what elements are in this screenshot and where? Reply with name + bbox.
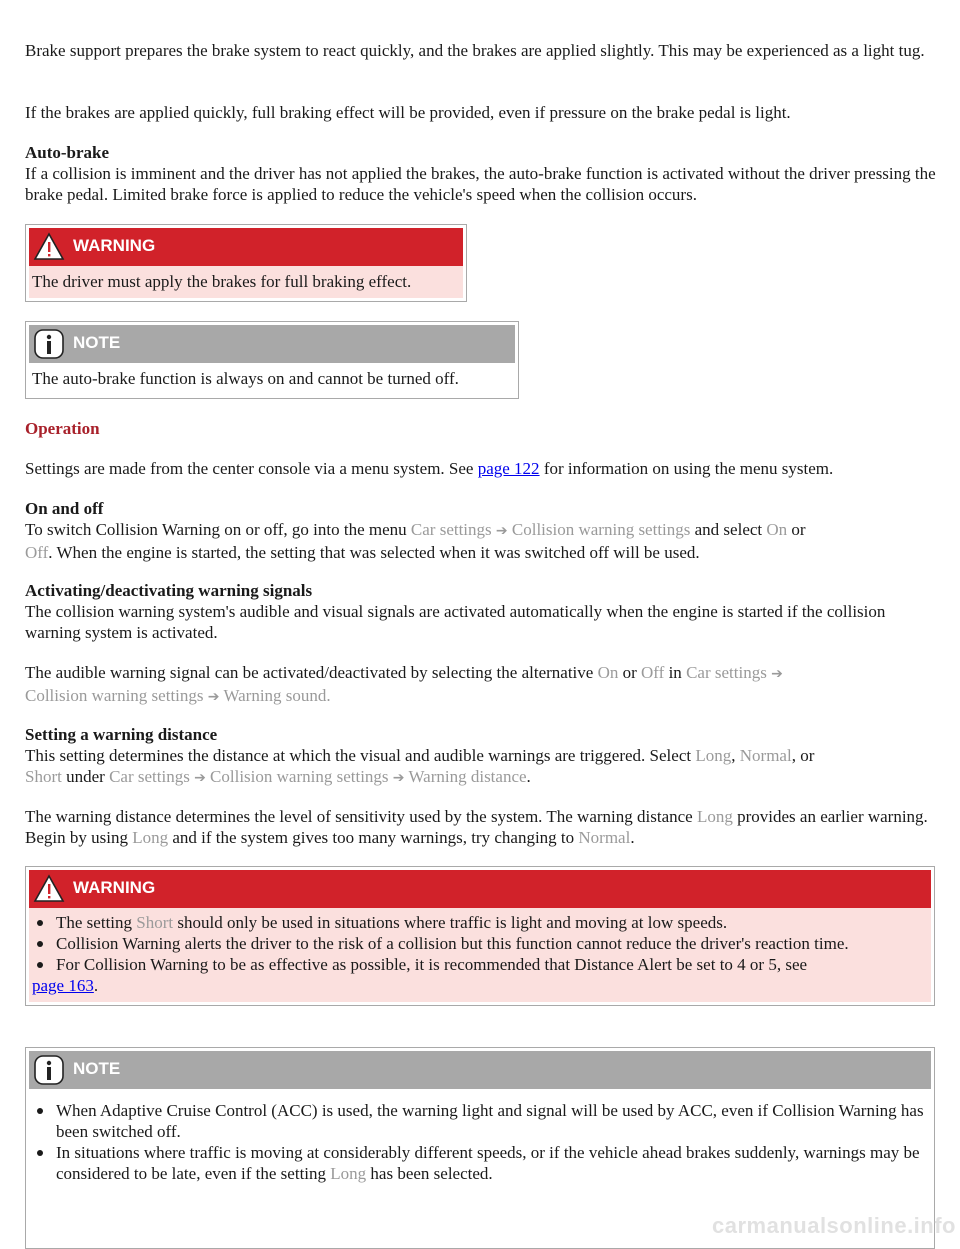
note-label: NOTE: [73, 333, 121, 352]
signals-heading: Activating/deactivating warning signals: [25, 581, 313, 600]
info-icon: [33, 1054, 65, 1086]
warning-triangle-icon: [33, 873, 65, 905]
warning-item-1-b: should only be used in situations where traffic is light and moving at low speeds.: [173, 913, 728, 932]
menu-collision-warning-settings: Collision warning settings: [511, 520, 691, 539]
signals-text: The collision warning system's audible and visual signals are activated automatically when the engine is started if the collision warning system is activated.: [25, 602, 886, 642]
warning-label: WARNING: [73, 878, 156, 897]
warning-item-3-b: .: [93, 976, 99, 995]
signals-text-2: or: [618, 663, 642, 682]
list-item: [32, 1142, 928, 1184]
signals-text-1: The audible warning signal can be activated/deactivated by selecting the alternative: [25, 663, 598, 682]
menu-collision-warning-settings: Collision warning settings: [210, 767, 389, 786]
menu-car-settings: Car settings: [410, 520, 492, 539]
warning-triangle-icon: [33, 231, 65, 263]
menu-car-settings: Car settings: [109, 767, 190, 786]
note-body: The auto-brake function is always on and cannot be turned off.: [32, 369, 459, 388]
note-item-2-a: In situations where traffic is moving at considerably different speeds, or if the vehicle ahead brakes suddenly, warnings may be considered to be late, even if the setting: [56, 1143, 920, 1183]
menu-warning-distance: Warning distance: [408, 767, 527, 786]
warning-item-3-a: For Collision Warning to be as effective as possible, it is recommended that Distance Alert be set to 4 or 5, see: [56, 955, 808, 974]
note-header: [29, 325, 515, 363]
warning-body: The driver must apply the brakes for full braking effect.: [29, 266, 463, 298]
on-off-text-4: . When the engine is started, the setting that was selected when it was switched off will be used.: [48, 543, 700, 562]
distance-heading: Setting a warning distance: [25, 725, 218, 744]
note-header: [29, 1051, 931, 1089]
note-item-1: When Adaptive Cruise Control (ACC) is used, the warning light and signal will be used by ACC, even if Collision Warning has been switched off.: [56, 1101, 924, 1141]
menu-on: On: [597, 663, 619, 682]
distance-section: [25, 724, 937, 789]
operation-text-a: Settings are made from the center console via a menu system. See: [25, 459, 478, 478]
warning-list: [32, 912, 928, 996]
menu-on: On: [766, 520, 788, 539]
arrow-right-icon: ➔: [771, 666, 783, 682]
note-body: [29, 1089, 931, 1190]
info-icon: [33, 328, 65, 360]
on-off-heading: On and off: [25, 499, 104, 518]
distance-sensitivity-text: [25, 806, 937, 848]
warning-header: [29, 870, 931, 908]
arrow-right-icon: ➔: [495, 523, 508, 539]
menu-normal: Normal: [739, 746, 792, 765]
page-163-link[interactable]: page 163: [32, 976, 94, 995]
note-item-2-b: has been selected.: [366, 1164, 493, 1183]
list-item: [32, 954, 928, 996]
auto-brake-text: If a collision is imminent and the driver has not applied the brakes, the auto-brake function is activated without the driver pressing the brake pedal. Limited brake force is applied to reduce the vehicle's speed when the collision occurs.: [25, 164, 936, 204]
menu-long: Long: [132, 828, 169, 847]
menu-long: Long: [696, 807, 733, 826]
note-label: NOTE: [73, 1059, 121, 1078]
sensitivity-text-3: and if the system gives too many warnings, try changing to: [168, 828, 579, 847]
on-off-section: [25, 498, 937, 563]
operation-heading: Operation: [25, 419, 100, 438]
intro-paragraph-1: Brake support prepares the brake system to react quickly, and the brakes are applied slightly. This may be experienced as a light tug.: [25, 41, 925, 60]
list-item: [32, 1100, 928, 1142]
signals-sound-text: [25, 662, 937, 708]
operation-text: [25, 458, 937, 479]
operation-text-b: for information on using the menu system.: [539, 459, 834, 478]
list-item: [32, 912, 928, 933]
warning-body: [29, 908, 931, 1002]
warning-item-1-a: The setting: [56, 913, 137, 932]
warning-item-2: Collision Warning alerts the driver to the risk of a collision but this function cannot reduce the driver's reaction time.: [56, 934, 849, 953]
menu-off: Off: [641, 663, 665, 682]
on-off-text-3: or: [787, 520, 806, 539]
menu-collision-warning-settings: Collision warning settings: [25, 686, 204, 705]
signals-text-3: in: [664, 663, 687, 682]
warning-box-1: [25, 224, 467, 302]
note-list: [32, 1100, 928, 1184]
sensitivity-text-1: The warning distance determines the level of sensitivity used by the system. The warning distance: [25, 807, 697, 826]
on-off-text-2: and select: [690, 520, 767, 539]
list-item: [32, 933, 928, 954]
signals-section: [25, 580, 937, 643]
warning-label: WARNING: [73, 236, 156, 255]
menu-car-settings: Car settings: [686, 663, 767, 682]
intro-paragraph-2: If the brakes are applied quickly, full braking effect will be provided, even if pressure on the brake pedal is light.: [25, 103, 791, 122]
sensitivity-text-4: .: [630, 828, 635, 847]
warning-box-2: [25, 866, 935, 1006]
warning-header: [29, 228, 463, 266]
menu-warning-sound: Warning sound.: [223, 686, 331, 705]
distance-text-3: , or: [791, 746, 815, 765]
on-off-text-1: To switch Collision Warning on or off, go into the menu: [25, 520, 411, 539]
sensitivity-text-2: provides an earlier warning. Begin by using: [25, 807, 928, 847]
arrow-right-icon: ➔: [207, 689, 220, 705]
distance-text-5: .: [526, 767, 531, 786]
arrow-right-icon: ➔: [392, 770, 405, 786]
distance-text-4: under: [61, 767, 110, 786]
menu-long: Long: [695, 746, 732, 765]
menu-normal: Normal: [578, 828, 631, 847]
distance-text-2: ,: [731, 746, 740, 765]
menu-short: Short: [25, 767, 62, 786]
note-box-1: [25, 321, 519, 399]
distance-text-1: This setting determines the distance at which the visual and audible warnings are triggered. Select: [25, 746, 696, 765]
menu-long: Long: [330, 1164, 367, 1183]
auto-brake-heading: Auto-brake: [25, 143, 110, 162]
watermark: carmanualsonline.info: [712, 1213, 956, 1238]
page-122-link[interactable]: page 122: [477, 459, 540, 478]
auto-brake-section: [25, 142, 937, 205]
menu-off: Off: [25, 543, 49, 562]
distance-text: [25, 745, 937, 789]
menu-short: Short: [136, 913, 174, 932]
arrow-right-icon: ➔: [194, 770, 206, 786]
on-off-text: [25, 519, 937, 563]
